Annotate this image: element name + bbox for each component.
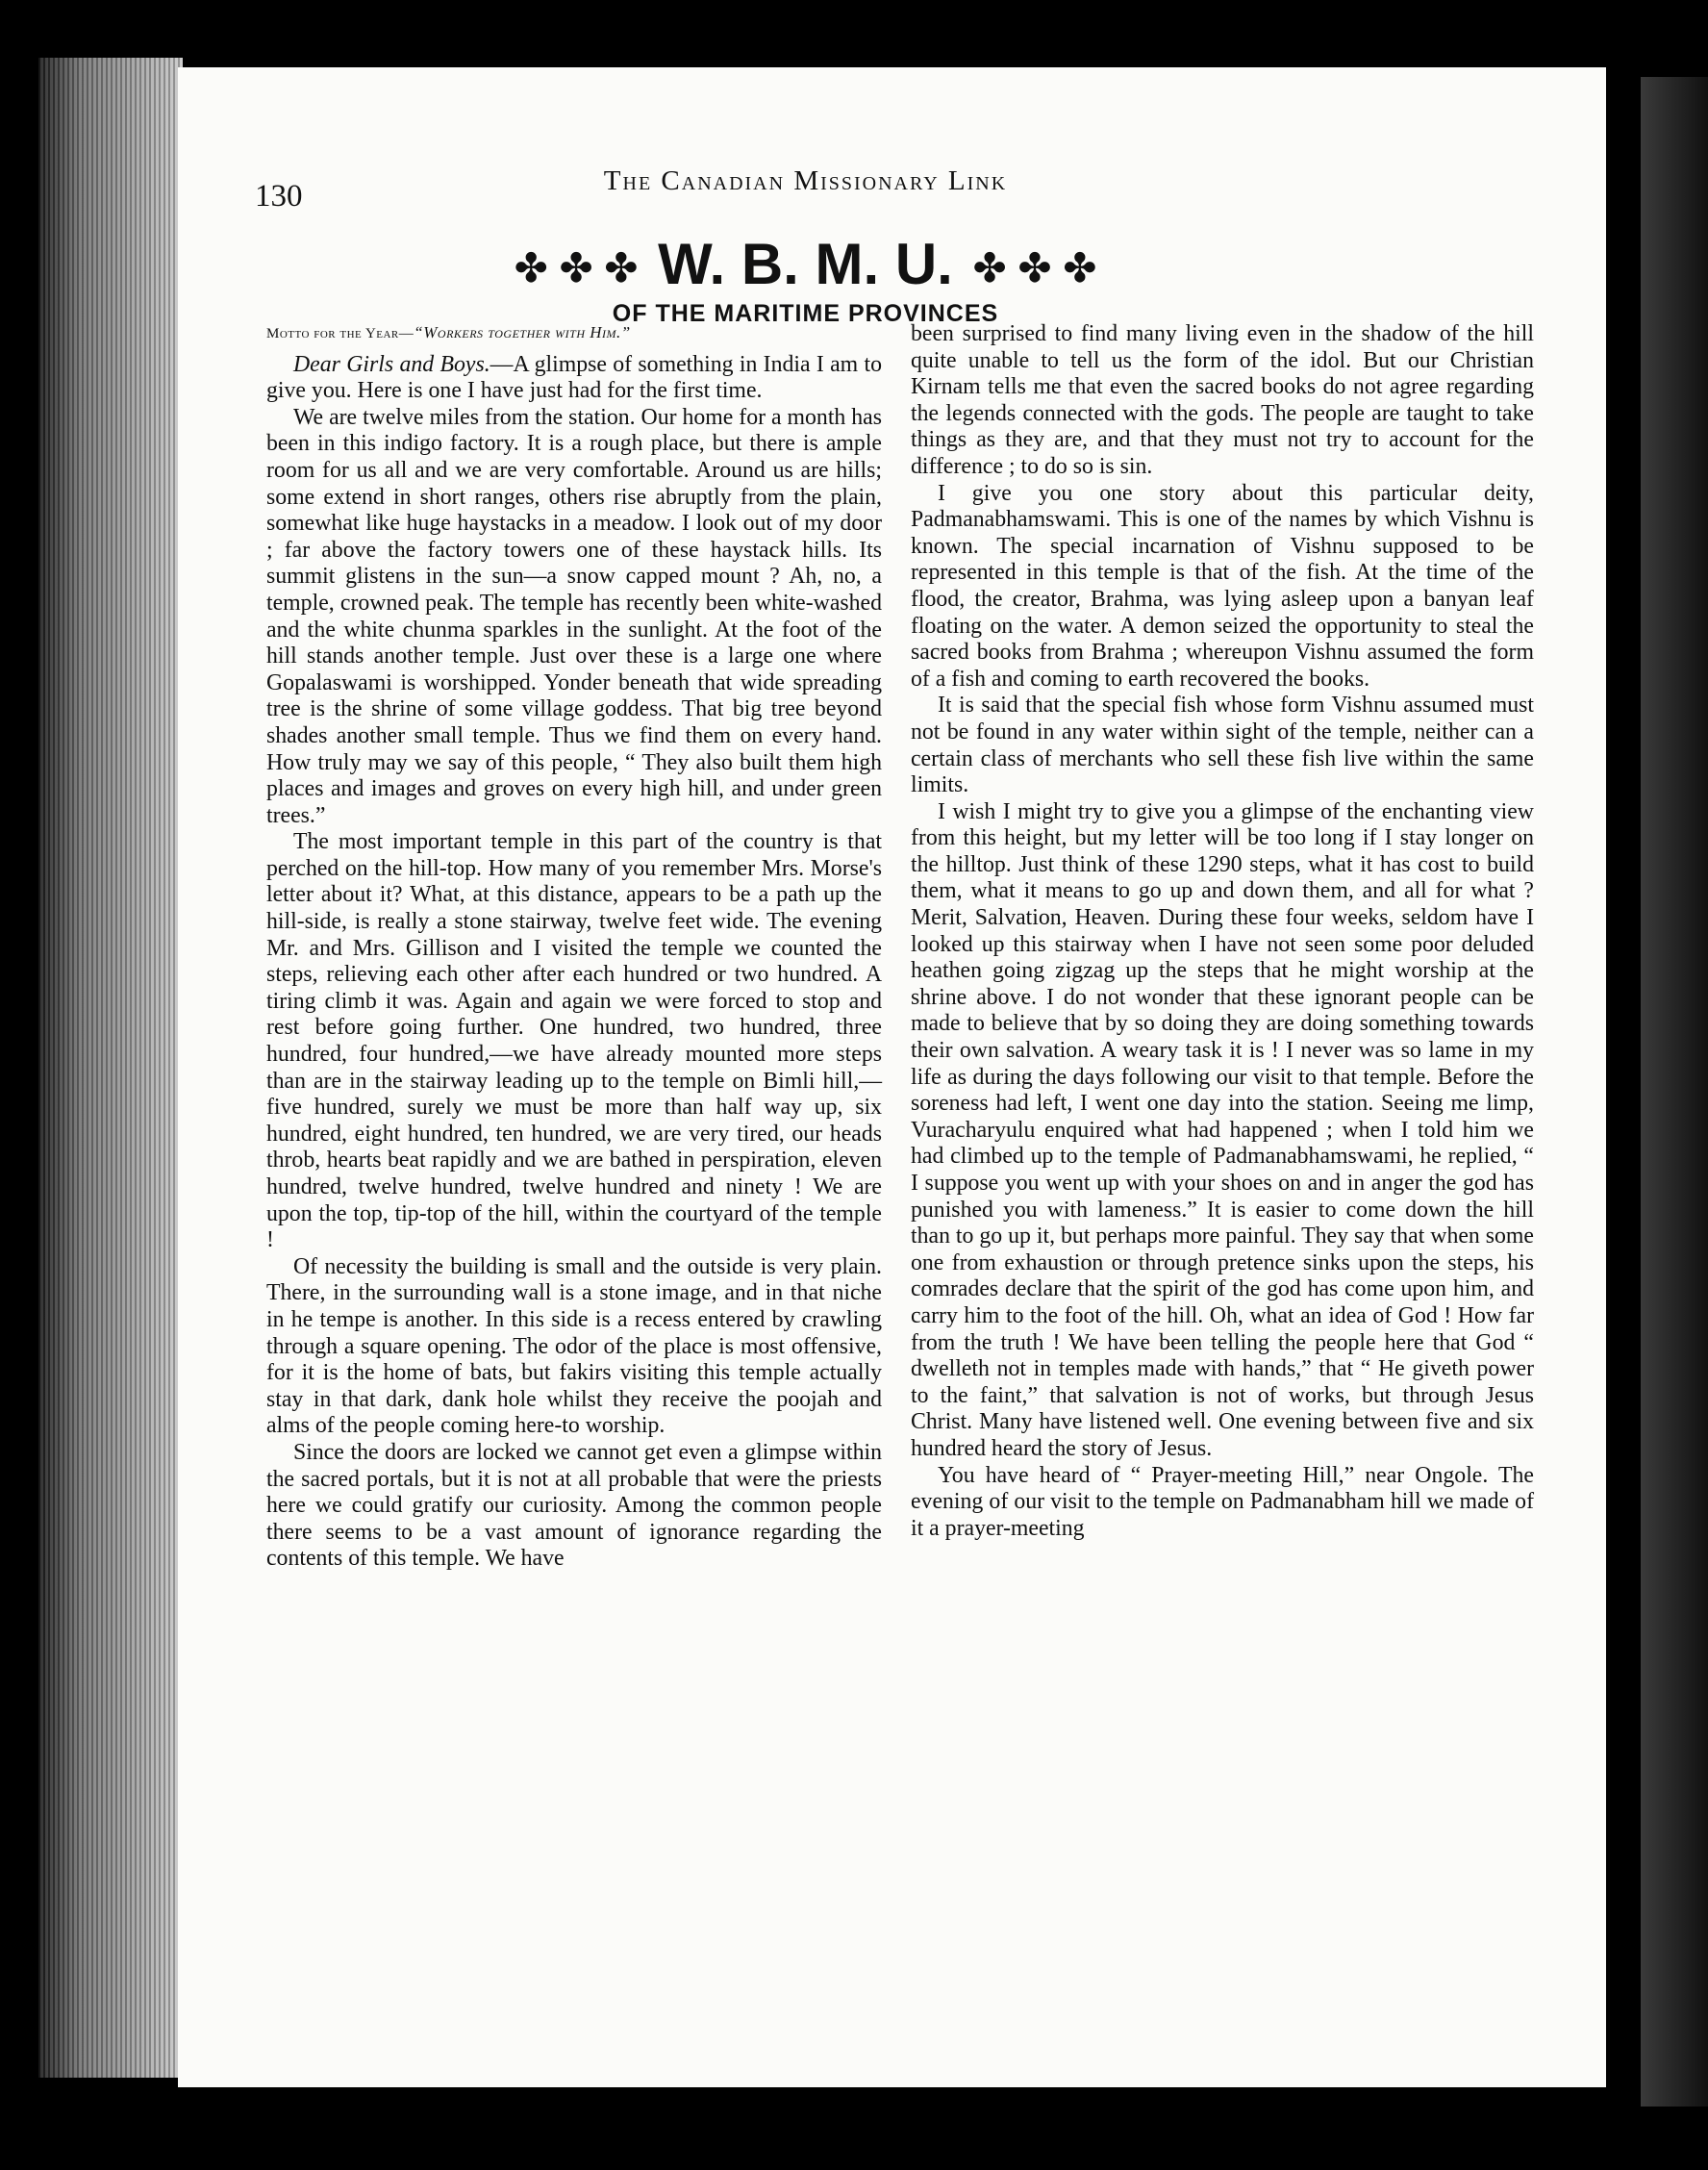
fleuron-ornament-right: ✤ ✤ ✤ bbox=[972, 245, 1097, 291]
book-page-edges bbox=[38, 58, 183, 2078]
paragraph: You have heard of “ Prayer-meeting Hill,” near Ongole. The evening of our visit to the temple on Padmanabham hill we made of it a prayer-meeting bbox=[911, 1462, 1534, 1541]
paragraph-text: —A glimpse of something in India I am to give you. Here is one I have just had for the first time. bbox=[266, 351, 882, 404]
paragraph: I wish I might try to give you a glimpse of the enchanting view from this height, but my letter will be too long if I stay longer on the hilltop. Just think of these 1290 steps, what it has cost to build them, what it means to go up and down them, and all for what ? Merit, Salvation, Heaven. During these four weeks, seldom have I looked up this stairway when I have not seen some poor deluded heathen going zigzag up the steps that he might worship at the shrine above. I do not wonder that these ignorant people can be made to believe that by so doing they are doing something towards their own salvation. A weary task it is ! I never was so lame in my life as during the days following our visit to that temple. Before the soreness had left, I went one day into the station. Seeing me limp, Vuracharyulu enquired what had happened ; when I told him we had climbed up to the temple of Padmanabhamswami, he replied, “ I suppose you went up with your shoes on and in anger the god has punished you with lameness.” It is easier to come down the hill than to go up it, but perhaps more painful. They say that when some one from exhaustion or through pretence sinks upon the steps, his comrades declare that the spirit of the god has come upon him, and carry him to the foot of the hill. Oh, what an idea of God ! How far from the truth ! We have been telling the people here that God “ dwelleth not in temples made with hands,” that “ He giveth power to the faint,” that salvation is not of works, but through Jesus Christ. Many have listened well. One evening between five and six hundred heard the story of Jesus. bbox=[911, 798, 1534, 1461]
book-page bbox=[178, 67, 1606, 2087]
masthead-title-row bbox=[178, 231, 1433, 302]
paragraph: We are twelve miles from the station. Our home for a month has been in this indigo factory. It is a rough place, but there is ample room for us all and we are very comfortable. Around us are hills; some extend in short ranges, others rise abruptly from the plain, somewhat like huge haystacks in a meadow. I look out of my door ; far above the factory towers one of these haystack hills. Its summit glistens in the sun—a snow capped mount ? Ah, no, a temple, crowned peak. The temple has recently been white-washed and the white chunma sparkles in the sunlight. At the foot of the hill stands another temple. Just over these is a large one where Gopalaswami is worshipped. Yonder beneath that wide spreading tree is the shrine of some village goddess. That big tree beyond shades another small temple. Thus we find them on every hand. How truly may we say of this people, “ They also built them high places and images and groves on every high hill, and under green trees.” bbox=[266, 404, 883, 828]
motto-text: “Workers together with Him.” bbox=[414, 323, 631, 341]
paragraph-continued: been surprised to find many living even in the shadow of the hill quite unable to tell us the form of the idol. But our Christian Kirnam tells me that even the sacred books do not agree regarding the legends connected with the gods. The people are taught to take things as they are, and that they must not try to account for the difference ; to do so is sin. bbox=[911, 321, 1534, 479]
section-masthead bbox=[178, 231, 1433, 328]
paragraph: Of necessity the building is small and the outside is very plain. There, in the surrounding wall is a stone image, and in that niche in he tempe is another. In this side is a recess entered by crawling through a square opening. The odor of the place is most offensive, for it is the home of bats, but fakirs visiting this temple actually stay in that dark, dank hole whilst they receive the poojah and alms of the people coming here-to worship. bbox=[266, 1253, 882, 1439]
masthead-title: W. B. M. U. bbox=[658, 232, 953, 296]
paragraph: The most important temple in this part of the country is that perched on the hill-top. How many of you remember Mrs. Morse's letter about it? What, at this distance, appears to be a path up the hill-side, is really a stone stairway, twelve feet wide. The evening Mr. and Mrs. Gillison and I visited the temple we counted the steps, relieving each other after each hundred or two hundred. A tiring climb it was. Again and again we were forced to stop and rest before going further. One hundred, two hundred, three hundred, four hundred,—we have already mounted more steps than are in the stairway leading up to the temple on Bimli hill,—five hundred, surely we must be more than half way up, six hundred, eight hundred, ten hundred, we are very tired, our heads throb, hearts beat rapidly and we are bathed in perspiration, eleven hundred, twelve hundred, twelve hundred and ninety ! We are upon the top, tip-top of the hill, within the courtyard of the temple ! bbox=[266, 829, 882, 1253]
paragraph: Since the doors are locked we cannot get even a glimpse within the sacred portals, but it is not at all probable that were the priests here we could gratify our curiosity. Among the common people there seems to be a vast amount of ignorance regarding the contents of this temple. We have bbox=[266, 1439, 882, 1572]
book-cover-edge bbox=[1641, 77, 1708, 2107]
motto-line bbox=[266, 319, 882, 348]
fleuron-ornament-left: ✤ ✤ ✤ bbox=[514, 245, 639, 291]
paragraph: It is said that the special fish whose form Vishnu assumed must not be found in any water within sight of the temple, neither can a certain class of merchants who sell these fish live within the same limits. bbox=[911, 693, 1534, 798]
running-title: The Canadian Missionary Link bbox=[603, 165, 1008, 196]
motto-label: Motto for the Year— bbox=[266, 326, 414, 341]
right-column bbox=[911, 321, 1534, 1542]
masthead-subtitle: OF THE MARITIME PROVINCES bbox=[612, 300, 999, 328]
paragraph bbox=[266, 352, 882, 405]
salutation: Dear Girls and Boys. bbox=[293, 351, 490, 377]
paragraph: I give you one story about this particular deity, Padmanabhamswami. This is one of the names by which Vishnu is known. The special incarnation of Vishnu supposed to be represented in this temple is that of the fish. At the time of the flood, the creator, Brahma, was lying asleep upon a banyan leaf floating on the water. A demon seized the opportunity to steal the sacred books from Brahma ; whereupon Vishnu assumed the form of a fish and coming to earth recovered the books. bbox=[911, 480, 1534, 692]
page-number: 130 bbox=[255, 179, 303, 214]
left-column bbox=[266, 319, 882, 1573]
